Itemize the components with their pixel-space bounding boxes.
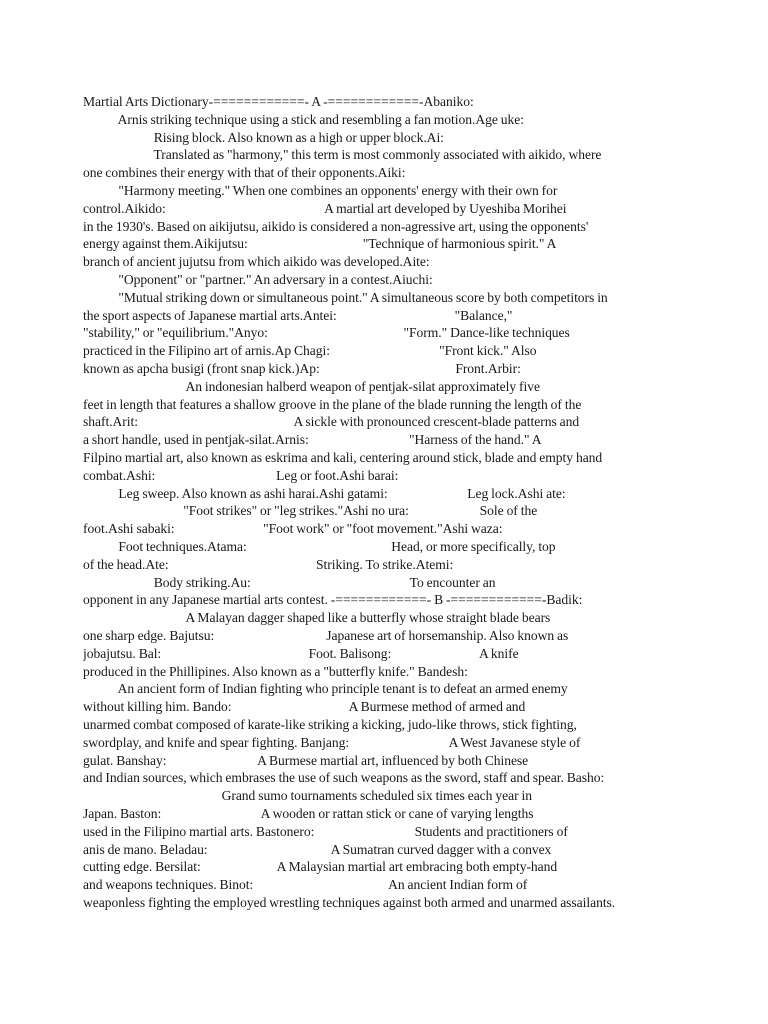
text-line: of the head.Ate: Striking. To strike.Atemi: bbox=[83, 556, 454, 572]
text-line: Grand sumo tournaments scheduled six times each year in bbox=[83, 788, 532, 804]
text-line: and Indian sources, which embrases the use of such weapons as the sword, staff and spear. Basho: bbox=[83, 770, 605, 786]
text-line: opponent in any Japanese martial arts contest. -============- B -============-Badik: bbox=[83, 592, 583, 608]
text-line: swordplay, and knife and spear fighting. Banjang: A West Javanese style of bbox=[83, 734, 581, 750]
text-line: Filpino martial art, also known as eskrima and kali, centering around stick, blade and empty hand bbox=[83, 450, 603, 465]
text-line: foot.Ashi sabaki: "Foot work" or "foot movement."Ashi waza: bbox=[83, 521, 503, 537]
text-line: known as apcha busigi (front snap kick.)Ap: Front.Arbir: bbox=[83, 361, 521, 376]
text-line: the sport aspects of Japanese martial arts.Antei: "Balance," bbox=[83, 307, 513, 323]
text-line: Leg sweep. Also known as ashi harai.Ashi gatami: Leg lock.Ashi ate: bbox=[83, 485, 566, 501]
text-line: one sharp edge. Bajutsu: Japanese art of horsemanship. Also known as bbox=[83, 628, 569, 643]
text-line: Translated as "harmony," this term is most commonly associated with aikido, where bbox=[83, 147, 602, 163]
text-line: control.Aikido: A martial art developed by Uyeshiba Morihei bbox=[83, 200, 567, 216]
text-line: a short handle, used in pentjak-silat.Arnis: "Harness of the hand." A bbox=[83, 432, 542, 448]
text-line: Martial Arts Dictionary-============- A -============-Abaniko: bbox=[83, 94, 474, 109]
text-line: unarmed combat composed of karate-like striking a kicking, judo-like throws, stick fighting, bbox=[83, 717, 577, 732]
text-line: Foot techniques.Atama: Head, or more specifically, top bbox=[83, 539, 556, 554]
text-line: An indonesian halberd weapon of pentjak-silat approximately five bbox=[83, 378, 540, 394]
text-line: jobajutsu. Bal: Foot. Balisong: A knife bbox=[83, 645, 519, 661]
text-line: Arnis striking technique using a stick and resembling a fan motion.Age uke: bbox=[83, 111, 525, 127]
text-line: "Foot strikes" or "leg strikes."Ashi no ura: Sole of the bbox=[83, 503, 538, 519]
text-line: used in the Filipino martial arts. Bastonero: Students and practitioners of bbox=[83, 823, 568, 839]
text-line: "Mutual striking down or simultaneous point." A simultaneous score by both competitors in bbox=[83, 289, 608, 305]
text-line: An ancient form of Indian fighting who principle tenant is to defeat an armed enemy bbox=[83, 681, 568, 697]
text-line: "Harmony meeting." When one combines an opponents' energy with their own for bbox=[83, 183, 558, 198]
text-line: Japan. Baston: A wooden or rattan stick or cane of varying lengths bbox=[83, 806, 534, 821]
text-line: practiced in the Filipino art of arnis.Ap Chagi: "Front kick." Also bbox=[83, 343, 537, 359]
text-line: combat.Ashi: Leg or foot.Ashi barai: bbox=[83, 467, 399, 483]
text-line: cutting edge. Bersilat: A Malaysian martial art embracing both empty-hand bbox=[83, 859, 558, 875]
text-line: weaponless fighting the employed wrestling techniques against both armed and unarmed assailants. bbox=[83, 895, 616, 910]
text-line: shaft.Arit: A sickle with pronounced crescent-blade patterns and bbox=[83, 414, 580, 430]
text-line: produced in the Phillipines. Also known as a "butterfly knife." Bandesh: bbox=[83, 663, 468, 679]
text-line: Rising block. Also known as a high or upper block.Ai: bbox=[83, 129, 444, 145]
text-line: and weapons techniques. Binot: An ancient Indian form of bbox=[83, 877, 528, 893]
text-line: branch of ancient jujutsu from which aikido was developed.Aite: bbox=[83, 254, 430, 270]
text-line: "stability," or "equilibrium."Anyo: "Form." Dance-like techniques bbox=[83, 325, 570, 341]
text-line: in the 1930's. Based on aikijutsu, aikido is considered a non-agressive art, using the opponents' bbox=[83, 218, 589, 234]
text-line: without killing him. Bando: A Burmese method of armed and bbox=[83, 699, 526, 715]
text-line: energy against them.Aikijutsu: "Technique of harmonious spirit." A bbox=[83, 236, 557, 252]
text-line: "Opponent" or "partner." An adversary in a contest.Aiuchi: bbox=[83, 272, 433, 287]
text-line: feet in length that features a shallow groove in the plane of the blade running the length of the bbox=[83, 396, 582, 412]
text-line: one combines their energy with that of their opponents.Aiki: bbox=[83, 165, 406, 181]
text-line: anis de mano. Beladau: A Sumatran curved dagger with a convex bbox=[83, 841, 552, 857]
text-line: gulat. Banshay: A Burmese martial art, influenced by both Chinese bbox=[83, 752, 529, 768]
text-line: A Malayan dagger shaped like a butterfly whose straight blade bears bbox=[83, 610, 551, 626]
text-line: Body striking.Au: To encounter an bbox=[83, 574, 496, 590]
